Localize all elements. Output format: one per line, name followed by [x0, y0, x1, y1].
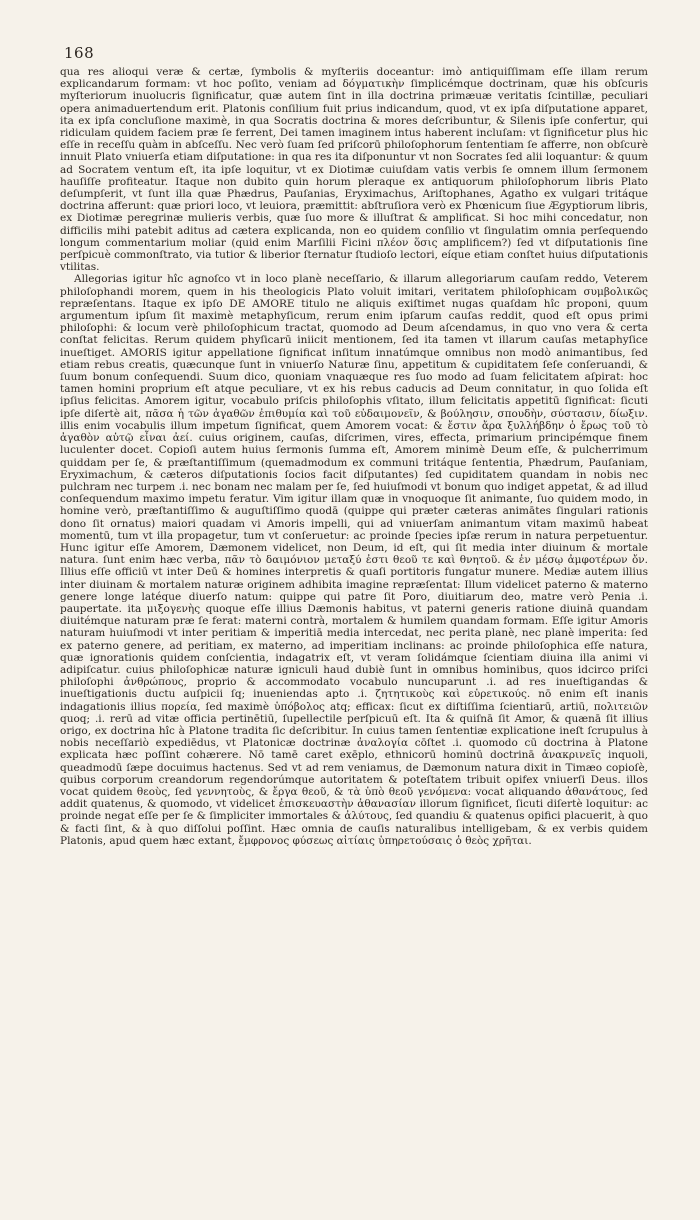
text-column	[60, 66, 648, 847]
paragraph-1: qua res alioqui veræ & certæ, ſymbolis & myſteriis doceantur: imò antiquiſſimam eſſe illam rerum explicandarum formam: vt hoc poſito, veniam ad δόγματικὴν ſimplicémque doctrinam, quæ his obſcuris myſteriorum inuolucris ſignificatur, quæ autem ſint in illa doctrina primæuæ veritatis ſcintillæ, peculiari opera animaduertendum erit. Platonis conſilium fuit prius indicandum, quod, vt ex ipſa diſputatione apparet, ita ex ipſa concluſione maximè, in qua Socratis doctrina & mores deſcribuntur, & Silenis ipſe confertur, qui ridiculam quidem faciem præ ſe ferrent, Dei tamen imaginem intus haberent incluſam: vt ſignificetur plus hic eſſe in receſſu quàm in abſceſſu. Nec verò ſuam ſed priſcorū philoſophorum ſententiam ſe afferre, non obſcurè innuit Plato vniuerſa etiam diſputatione: in qua res ita diſponuntur vt non Socrates ſed alii loquantur: & quum ad Socratem ventum eſt, ita ipſe loquitur, vt ex Diotimæ cuiuſdam vatis verbis ſe omnem illum ſermonem hauſiſſe profiteatur. Itaque non dubito quin horum pleraque ex antiquorum philoſophorum libris Plato deſumpſerit, vt ſunt illa quæ Phædrus, Pauſanias, Eryximachus, Ariſtophanes, Agatho ex vulgari tritáque doctrina afferunt: quæ priori loco, vt leuiora, præmittit: abſtruſiora verò ex Phœnicum ſiue Ægyptiorum libris, ex Diotimæ peregrinæ mulieris verbis, quæ ſuo more & illuſtrat & amplificat. Si hoc mihi concedatur, non difficilis mihi patebit aditus ad cætera explicanda, non eo quidem conſilio vt ſingulatim omnia perſequendo longum commentarium moliar (quid enim Marſilii Ficini πλέον ὅσις amplificem?) ſed vt diſputationis ſine perſpicuè commonſtrato, via tutior & liberior ſternatur ſtudioſo lectori, eíque etiam conſtet huius diſputationis vtilitas.	[60, 66, 648, 274]
paragraph-2: Allegorias igitur hîc agnoſco vt in loco planè neceſſario, & illarum allegoriarum cauſam reddo, Veterem philoſophandi morem, quem in his theologicis Plato voluit imitari, veritatem philoſophicam συμβολικῶς repræſentans. Itaque ex ipſo DE AMORE titulo ne aliquis exiſtimet nugas quaſdam hîc proponi, quum argumentum ipſum ſit maximè metaphyſicum, rerum enim ipſarum cauſas reddit, quod eſt opus primi philoſophi: & locum verè philoſophicum tractat, quomodo ad Deum aſcendamus, in quo vno vera & certa conſtat felicitas. Rerum quidem phyſicarū iniicit mentionem, ſed ita tamen vt illarum cauſas metaphyſice inueſtiget. AMORIS igitur appellatione ſignificat inſitum innatúmque omnibus non modò animantibus, ſed etiam rebus creatis, quæcunque ſunt in vniuerſo Naturæ ſinu, appetitum & cupiditatem ſeſe conſeruandi, & ſuum bonum conſequendi. Suum dico, quoniam vnaquæque res ſuo modo ad ſuam felicitatem aſpirat: hoc tamen homini proprium eſt atque peculiare, vt ex his rebus caducis ad Deum connitatur, in quo ſolida eſt ipſius felicitas. Amorem igitur, vocabulo priſcis philoſophis vſitato, illum felicitatis appetitū ſignificat: ſicuti ipſe diſertè ait, πᾶσα ἡ τῶν ἀγαθῶν ἐπιθυμία καὶ τοῦ εὐδαιμονεῖν, & βούλησιν, σπουδὴν, σύστασιν, δίωξιν. illis enim vocabulis illum impetum ſignificat, quem Amorem vocat: & ἔστιν ἄρα ξυλλήβδην ὁ ἔρως τοῦ τὸ ἀγαθὸν αὑτῷ εἶναι ἀεί. cuius originem, cauſas, diſcrimen, vires, effecta, primarium principémque finem luculenter docet. Copioſi autem huius ſermonis ſumma eſt, Amorem minimè Deum eſſe, & pulcherrimum quiddam per ſe, & præſtantiſſimum (quemadmodum ex communi tritáque ſententia, Phædrum, Pauſaniam, Eryximachum, & cæteros diſputationis ſocios facit diſputantes) ſed cupiditatem quandam in nobis nec pulchram nec turpem .i. nec bonam nec malam per ſe, ſed huiuſmodi vt bonum quo indiget appetat, & ad illud conſequendum maximo impetu feratur. Vim igitur illam quæ in vnoquoque ſit animante, ſuo quidem modo, in homine verò, præſtantiſſimo & auguſtiſſimo quodā (quippe qui præter cæteras animātes ſingulari rationis dono ſit ornatus) maiori quadam vi Amoris impelli, qui ad vniuerſam animantum vitam maximū habeat momentū, tum vt illa propagetur, tum vt conſeruetur: ac proinde ſpecies ipſæ rerum in natura perpetuentur. Hunc igitur eſſe Amorem, Dæmonem videlicet, non Deum, id eſt, qui ſit media inter diuinum & mortale natura. ſunt enim hæc verba, πᾶν τὸ δαιμόνιον μεταξύ ἐστι θεοῦ τε καὶ θνητοῦ. & ἐν μέσῳ ἀμφοτέρων ὄν. Illius eſſe officiū vt inter Deū & homines interpretis & quaſi portitoris fungatur munere. Mediæ autem illius inter diuinam & mortalem naturæ originem adhibita imagine repræſentat: Illum videlicet paterno & materno genere longe latéque diuerſo natum: quippe qui patre ſit Poro, diuitiarum deo, matre verò Penia .i. paupertate. ita μιξογενὴς quoque eſſe illius Dæmonis habitus, vt paterni generis ratione diuinā quandam diuitémque naturam præ ſe ferat: materni contrà, mortalem & humilem quandam formam. Eſſe igitur Amoris naturam huiuſmodi vt inter peritiam & imperitiā media intercedat, nec perita planè, nec planè imperita: ſed ex paterno genere, ad peritiam, ex materno, ad imperitiam inclinans: ac proinde philoſophica eſſe natura, quæ ignorationis quidem conſcientia, indagatrix eſt, vt veram ſolidámque ſcientiam diuina illa animi vi adipiſcatur. cuius philoſophicæ naturæ igniculi haud dubiè ſunt in omnibus hominibus, quos idcirco priſci philoſophi ἀνθρώπους, proprio & accommodato vocabulo nuncuparunt .i. ad res inueſtigandas & inueſtigationis ductu auſpicii ſq; inueniendas apto .i. ζητητικοὺς καὶ εὑρετικούς. nō enim eſt inanis indagationis illius πορεία, ſed maximè ὑπόβολος atq; efficax: ſicut ex diſtiſſima ſcientiarū, artiū, πολιτειῶν quoq; .i. rerū ad vitæ officia pertinētiū, ſupellectile perſpicuū eſt. Ita & quiſnā ſit Amor, & quænā ſit illius origo, ex doctrina hîc à Platone tradita ſic deſcribitur. In cuius tamen ſententiæ explicatione ineſt ſcrupulus à nobis neceſſariò expediēdus, vt Platonicæ doctrinæ ἀναλογία cōſtet .i. quomodo cū doctrina à Platone explicata hæc poſſint cohærere. Nō tamē caret exēplo, ethnicorū hominū doctrinā ἀνακρινεῖς inquoli, queadmodū ſæpe docuimus hactenus. Sed vt ad rem veniamus, de Dæmonum natura dixit in Timæo copioſè, quibus corporum creandorum regendorúmque autoritatem & poteſtatem tribuit opifex vniuerſi Deus. illos vocat quidem θεοὺς, ſed γεννητοὺς, & ἔργα θεοῦ, & τὰ ὑπὸ θεοῦ γενόμενα: vocat aliquando ἀθανάτους, ſed addit quatenus, & quomodo, vt videlicet ἐπισκευαστὴν ἀθανασίαν illorum ſignificet, ſicuti diſertè loquitur: ac proinde negat eſſe per ſe & ſimpliciter immortales & ἀλύτους, ſed quandiu & quatenus opifici placuerit, à quo & facti ſint, & à quo diſſolui poſſint. Hæc omnia de cauſis naturalibus intelligebam, & ex verbis quidem Platonis, apud quem hæc extant, ἔμφρονος φύσεως αἰτίαις ὑπηρετούσαις ὁ θεὸς χρῆται.	[60, 273, 648, 847]
page-number: 168	[64, 44, 95, 62]
